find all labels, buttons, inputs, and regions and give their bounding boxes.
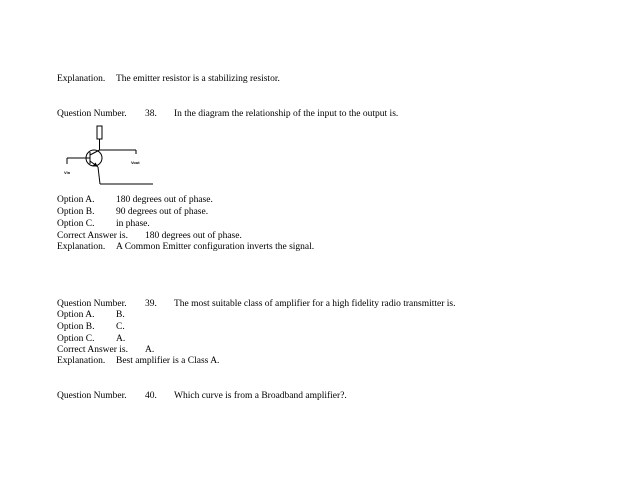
option-text: A.	[116, 334, 126, 344]
explanation-label: Explanation.	[57, 74, 106, 84]
question-text: Which curve is from a Broadband amplifier?.	[174, 391, 347, 401]
answer-label: Correct Answer is.	[57, 345, 128, 355]
option-text: B.	[116, 310, 125, 320]
option-text: 180 degrees out of phase.	[116, 195, 213, 205]
question-number: 40.	[145, 391, 157, 401]
input-label: Vin	[64, 170, 71, 175]
option-text: in phase.	[116, 219, 150, 229]
answer-text: A.	[145, 345, 155, 355]
question-text: In the diagram the relationship of the input to the output is.	[174, 109, 399, 119]
question-number-label: Question Number.	[57, 299, 127, 309]
explanation-label: Explanation.	[57, 242, 106, 252]
option-text: 90 degrees out of phase.	[116, 207, 209, 217]
explanation-text: A Common Emitter configuration inverts the signal.	[116, 242, 315, 252]
transistor-circuit-diagram	[60, 124, 155, 186]
option-label: Option C.	[57, 219, 95, 229]
option-label: Option C.	[57, 334, 95, 344]
answer-label: Correct Answer is.	[57, 231, 128, 241]
option-label: Option A.	[57, 195, 95, 205]
option-text: C.	[116, 322, 125, 332]
option-label: Option B.	[57, 322, 95, 332]
question-text: The most suitable class of amplifier for a high fidelity radio transmitter is.	[174, 299, 456, 309]
question-number: 39.	[145, 299, 157, 309]
explanation-label: Explanation.	[57, 356, 106, 366]
explanation-text: Best amplifier is a Class A.	[116, 356, 220, 366]
output-label: Vout	[131, 160, 140, 165]
explanation-text: The emitter resistor is a stabilizing resistor.	[116, 74, 280, 84]
answer-text: 180 degrees out of phase.	[145, 231, 242, 241]
option-label: Option A.	[57, 310, 95, 320]
question-number-label: Question Number.	[57, 109, 127, 119]
question-number: 38.	[145, 109, 157, 119]
option-label: Option B.	[57, 207, 95, 217]
question-number-label: Question Number.	[57, 391, 127, 401]
